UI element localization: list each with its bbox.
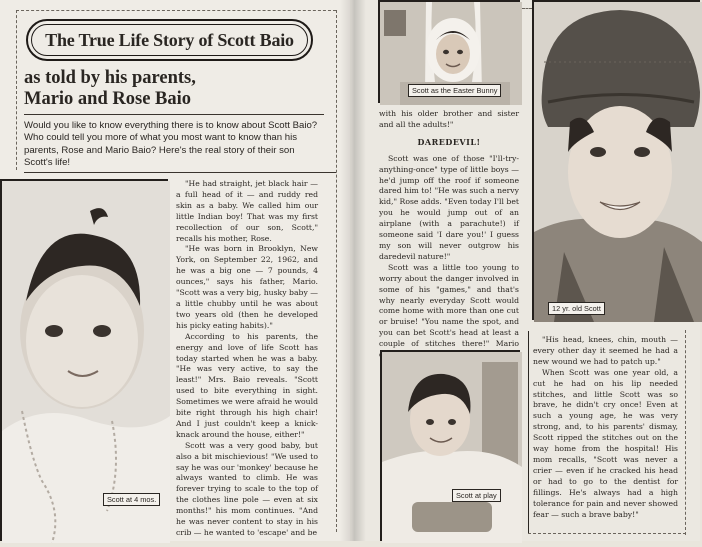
baby-caption: Scott at 4 mos. — [103, 493, 160, 506]
article-title-frame — [26, 19, 313, 61]
dashed-border-left — [16, 10, 17, 170]
middle-paragraph: Scott was one of those "I'll-try-anything-once" type of little boys — he'd jump off the roof if someone dared him to! "He was such a nervy kid," Rose adds. "Even today I'll bet you he would jump out of an airplane (with a parachute!) if someone said 'I dare you!' I guess my son will never outgrow his daredevil nature!" — [379, 153, 519, 261]
title-rule — [24, 114, 324, 115]
scott-at-play-caption: Scott at play — [452, 489, 501, 502]
twelve-year-old-caption: 12 yr. old Scott — [548, 302, 605, 315]
intro-rule — [24, 172, 336, 173]
left-paragraph: "He had straight, jet black hair — a full head of it — and ruddy red skin as a baby. We called him our little Indian boy! That was my first recollection of our son, Scott," recalls his mother, Rose. — [176, 179, 318, 243]
dashed-border-right-of-left-page — [336, 10, 337, 532]
left-paragraph: "He was born in Brooklyn, New York, on September 22, 1962, and he was a big one — 7 pounds, 4 ounces," says his father, Mario. "Scott was a very big, husky baby — a little chubby until he was about two years old (then he developed his picky eating habits)." — [176, 244, 318, 330]
intro-paragraph: Would you like to know everything there is to know about Scott Baio? Who could tell you more of what you most want to know than his parents, Rose and Mario Baio? Here's the real story of their son Scott's life! — [24, 120, 318, 169]
right-column-frame-line — [528, 331, 529, 533]
middle-paragraph: Scott was a little too young to worry about the danger involved in some of his "games," and that's why nearly everyday Scott would come home with more than one cut or bruise! "You name the spot, and you can bet Scott's head at least a couple of stitches there!" Mario — [379, 262, 519, 349]
scott-at-play-illustration — [382, 352, 522, 543]
page-gutter — [340, 0, 366, 541]
twelve-year-old-illustration — [534, 2, 702, 322]
dashed-border-right-col — [685, 330, 686, 535]
subtitle-line-2: Mario and Rose Baio — [24, 89, 192, 109]
baby-photo — [0, 179, 168, 541]
twelve-year-old-photo — [532, 0, 700, 320]
dashed-border-bottom-right — [528, 533, 686, 534]
dashed-border-top-right — [522, 8, 532, 9]
subtitle-line-1: as told by his parents, — [24, 68, 196, 88]
right-paragraph: When Scott was one year old, a cut he had on his lip needed stitches, and little Scott was so brave, he didn't cry once! Even at such a young age, he was very strong, and, to his parents' dismay, Scott ripped the stitches out on the way home from the hospital! His mom recalls, "Scott was never a crier — even if he cracked his head or had to go to the dentist for fillings. He's always had a high tolerance for pain and never showed fear — such a brave baby!" — [533, 367, 678, 519]
left-paragraph: According to his parents, the energy and love of life Scott has today started when he was a baby. "He was very active, to say the least!" Mrs. Baio reveals. "Scott used to bite everything in sight. Sometimes we were afraid he would bite right through his high chair! And I just couldn't keep a knick-knack around the house, either!" — [176, 331, 318, 439]
article-subtitle — [24, 68, 324, 110]
dashed-border-top-left — [16, 10, 336, 11]
scott-at-play-photo — [380, 350, 520, 541]
left-text-column — [176, 179, 318, 539]
middle-text-column — [379, 109, 519, 349]
article-title: The True Life Story of Scott Baio — [31, 24, 308, 56]
easter-bunny-caption: Scott as the Easter Bunny — [408, 84, 501, 97]
right-paragraph: "His head, knees, chin, mouth — every other day it seemed he had a new wound we had to patch up." — [533, 335, 678, 366]
right-text-column — [533, 335, 678, 531]
middle-top-text: with his older brother and sister and all the adults!" — [379, 109, 519, 129]
baby-portrait-illustration — [2, 181, 170, 543]
section-heading-daredevil: DAREDEVIL! — [417, 136, 481, 147]
left-paragraph: Scott was a very good baby, but also a bit mischievious! "We used to say he was our 'monkey' because he always wanted to climb. He was forever trying to scale to the top of the clothes line pole — even at six months!" his mom continues. "And he was never content to stay in his crib — he wanted to 'escape' and be — [176, 440, 318, 537]
